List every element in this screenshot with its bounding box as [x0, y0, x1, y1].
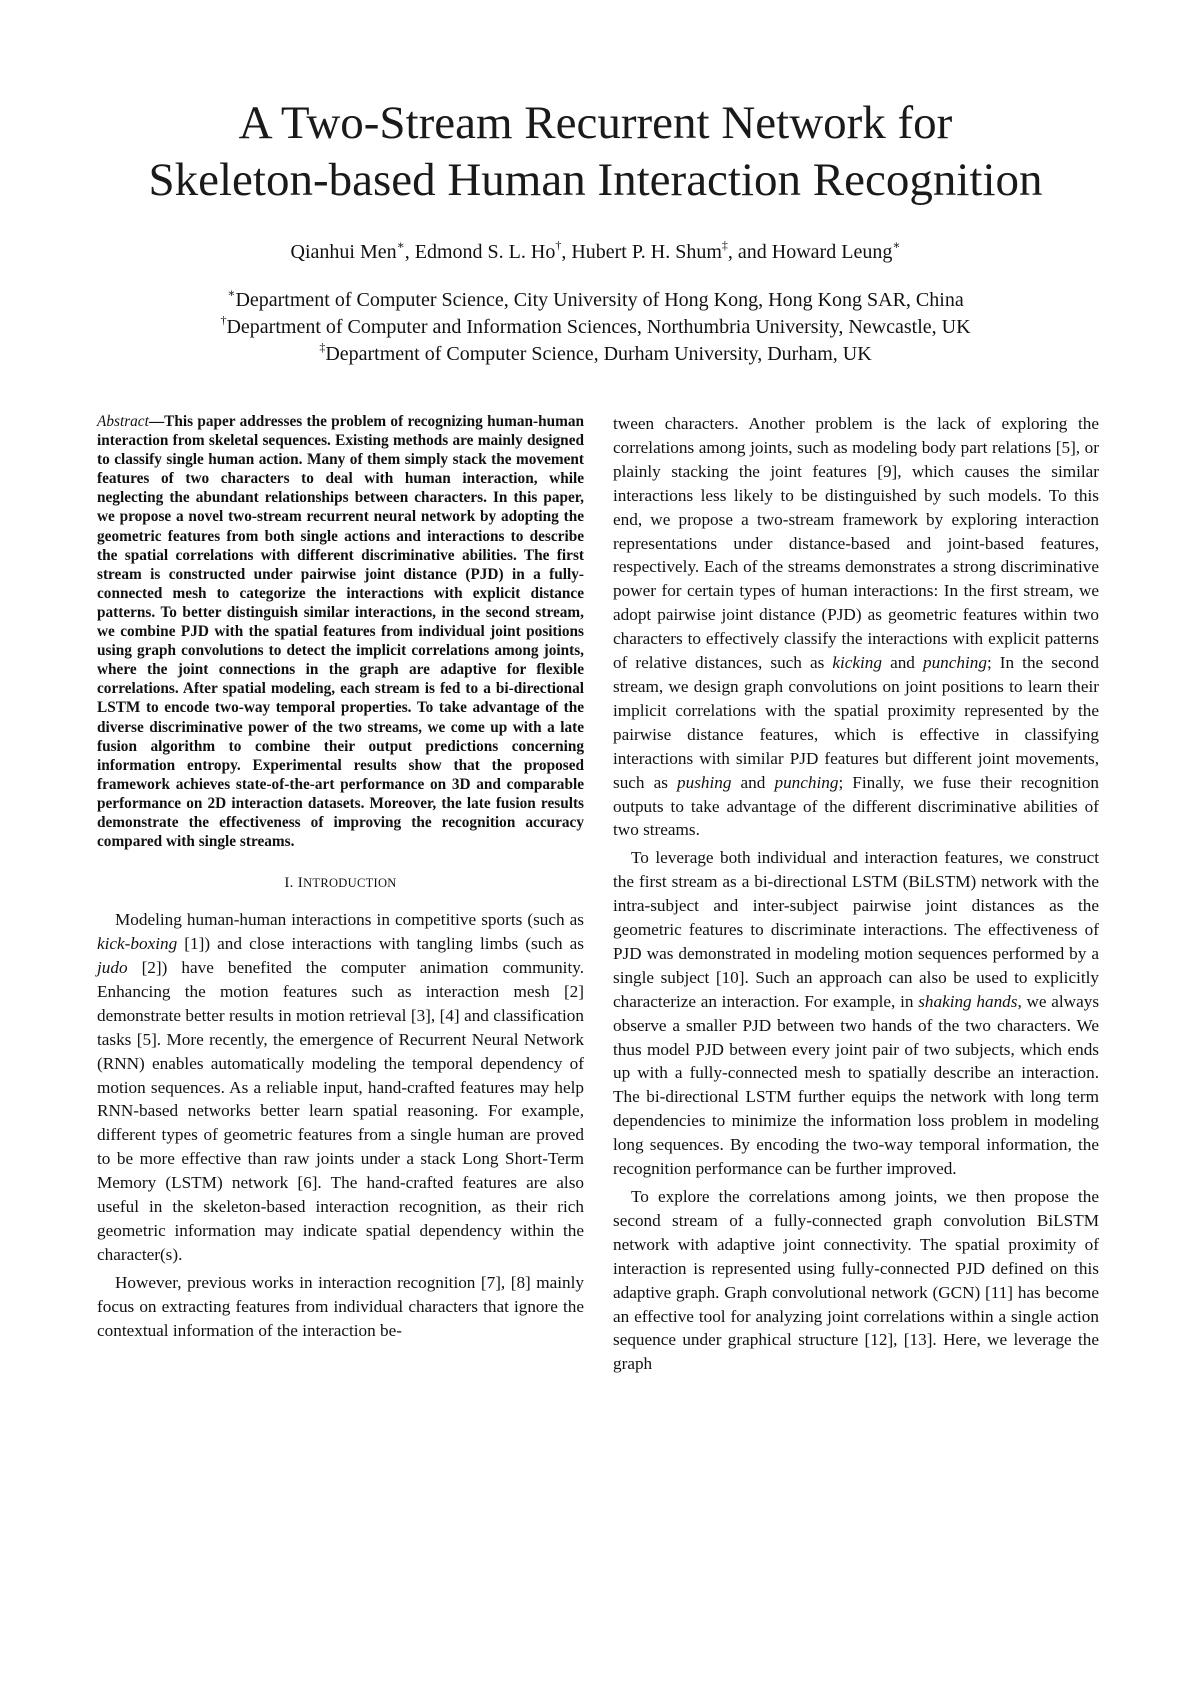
author-mark: ∗	[892, 238, 901, 253]
italic-term: judo	[97, 957, 128, 977]
right-body-text	[613, 412, 1099, 1376]
affiliation-text: Department of Computer Science, Durham University, Durham, UK	[325, 343, 872, 365]
author-separator: , and	[727, 241, 772, 263]
abstract	[97, 412, 584, 851]
text-run: To leverage both individual and interaction features, we construct the first stream as a bi-directional LSTM (BiLSTM) network with the intra-subject and inter-subject pairwise joint distances as the geometric features to discriminate interactions. The effectiveness of PJD was demonstrated in modeling motion sequences performed by a single subject [10]. Such an approach can also be used to explicitly characterize an interaction. For example, in	[613, 848, 1099, 1011]
author-separator: ,	[404, 241, 415, 263]
text-run: To explore the correlations among joints, we then propose the second stream of a fully-connected graph convolution BiLSTM network with adaptive joint connectivity. The spatial proximity of interaction is represented using fully-connected PJD defined on this adaptive graph. Graph convolutional network (GCN) [11] has become an effective tool for analyzing joint correlations within a single action sequence under graphical structure [12], [13]. Here, we leverage the graph	[613, 1187, 1099, 1374]
affiliation-text: Department of Computer and Information Sciences, Northumbria University, Newcastle, UK	[226, 316, 971, 338]
author-separator: ,	[561, 241, 572, 263]
author: Howard Leung	[771, 241, 893, 263]
author: Hubert P. H. Shum	[571, 241, 722, 263]
section-title-rest: NTRODUCTION	[303, 876, 397, 891]
text-run: [1]) and close interactions with tangling limbs (such as	[177, 934, 584, 954]
body-paragraph	[97, 1271, 584, 1343]
text-run: ; Finally, we fuse their recognition outputs to take advantage of the different discriminative abilities of two streams.	[613, 772, 1100, 840]
italic-term: punching	[922, 653, 987, 673]
text-run: Modeling human-human interactions in competitive sports (such as	[115, 910, 584, 930]
title-line-1: A Two-Stream Recurrent Network for	[238, 97, 953, 149]
affiliation	[0, 341, 1191, 368]
author-mark: †	[555, 238, 562, 253]
italic-term: punching	[774, 772, 839, 792]
text-run: , we always observe a smaller PJD between two hands of the two characters. We thus model PJD between every joint pair of two subjects, which ends up with a fully-connected mesh to spatially describe an interaction. The bi-directional LSTM further equips the network with long term dependencies to minimize the information loss problem in modeling long sequences. By encoding the two-way temporal information, the recognition performance can be further improved.	[613, 991, 1100, 1179]
affiliation-mark: ∗	[227, 286, 236, 301]
section-heading	[97, 873, 584, 893]
text-run: However, previous works in interaction recognition [7], [8] mainly focus on extracting features from individual characters that ignore the contextual information of the interaction be-	[97, 1272, 584, 1340]
text-run: ; In the second stream, we design graph convolutions on joint positions to learn their implicit correlations with the spatial proximity represented by the pairwise distance features, which is effective in classifying interactions with similar PJD features but different joint movements, such as	[613, 653, 1099, 792]
text-run: [2]) have benefited the computer animation community. Enhancing the motion features such as interaction mesh [2] demonstrate better results in motion retrieval [3], [4] and classification tasks [5]. More recently, the emergence of Recurrent Neural Network (RNN) enables automatically modeling the temporal dependency of motion sequences. As a reliable input, hand-crafted features may help RNN-based networks better learn spatial reasoning. For example, different types of geometric features from a single human are proved to be more effective than raw joints under a stack Long Short-Term Memory (LSTM) network [6]. The hand-crafted features are also useful in the skeleton-based interaction recognition, as their rich geometric information may indicate spatial dependency within the character(s).	[97, 957, 584, 1264]
affiliation-text: Department of Computer Science, City University of Hong Kong, Hong Kong SAR, China	[235, 289, 964, 311]
italic-term: pushing	[677, 772, 732, 792]
italic-term: kick-boxing	[97, 934, 178, 954]
author-mark: ∗	[396, 238, 405, 253]
section-number: I.	[284, 875, 298, 892]
italic-term: shaking hands	[918, 991, 1018, 1011]
author: Edmond S. L. Ho	[414, 241, 556, 263]
body-paragraph	[613, 846, 1099, 1181]
affiliation-list	[0, 287, 1191, 368]
text-run: tween characters. Another problem is the lack of exploring the correlations among joints, such as modeling body part relations [5], or plainly stacking the joint features [9], which causes the similar interactions less likely to be distinguished by such models. To this end, we propose a two-stream framework by exploring interaction representations under distance-based and joint-based features, respectively. Each of the streams demonstrates a strong discriminative power for certain types of human interactions: In the first stream, we adopt pairwise joint distance (PJD) as geometric features within two characters to effectively classify the interactions with explicit patterns of relative distances, such as	[613, 414, 1099, 673]
section-title-initial: I	[297, 875, 304, 892]
left-body-text	[97, 908, 584, 1342]
affiliation	[0, 287, 1191, 314]
author: Qianhui Men	[290, 241, 397, 263]
author-mark: ‡	[721, 238, 728, 253]
paper-title	[0, 95, 1191, 209]
italic-term: kicking	[832, 653, 882, 673]
title-line-2: Skeleton-based Human Interaction Recognition	[148, 154, 1043, 206]
body-paragraph	[613, 412, 1099, 842]
body-paragraph	[97, 908, 584, 1267]
abstract-text: —This paper addresses the problem of recognizing human-human interaction from skeletal sequences. Existing methods are mainly designed to classify single human action. Many of them simply stack the movement features of two characters to deal with human interaction, while neglecting the abundant relationships between characters. In this paper, we propose a novel two-stream recurrent neural network by adopting the geometric features from both single actions and interactions to describe the spatial correlations with different discriminative abilities. The first stream is constructed under pairwise joint distance (PJD) in a fully-connected mesh to categorize the interactions with explicit distance patterns. To better distinguish similar interactions, in the second stream, we combine PJD with the spatial features from individual joint positions using graph convolutions to detect the implicit correlations among joints, where the joint connections in the graph are adaptive for flexible correlations. After spatial modeling, each stream is fed to a bi-directional LSTM to encode two-way temporal properties. To take advantage of the diverse discriminative power of the two streams, we come up with a late fusion algorithm to combine their output predictions concerning information entropy. Experimental results show that the proposed framework achieves state-of-the-art performance on 3D and comparable performance on 2D interaction datasets. Moreover, the late fusion results demonstrate the effectiveness of improving the recognition accuracy compared with single streams.	[97, 413, 584, 851]
right-column	[613, 412, 1099, 1376]
author-list	[0, 240, 1191, 264]
left-column	[97, 412, 584, 1342]
affiliation-mark: †	[220, 313, 227, 328]
affiliation-mark: ‡	[319, 340, 326, 355]
text-run: and	[731, 772, 775, 792]
text-run: and	[881, 653, 923, 673]
affiliation	[0, 314, 1191, 341]
body-paragraph	[613, 1185, 1099, 1376]
abstract-label: Abstract	[97, 413, 149, 430]
